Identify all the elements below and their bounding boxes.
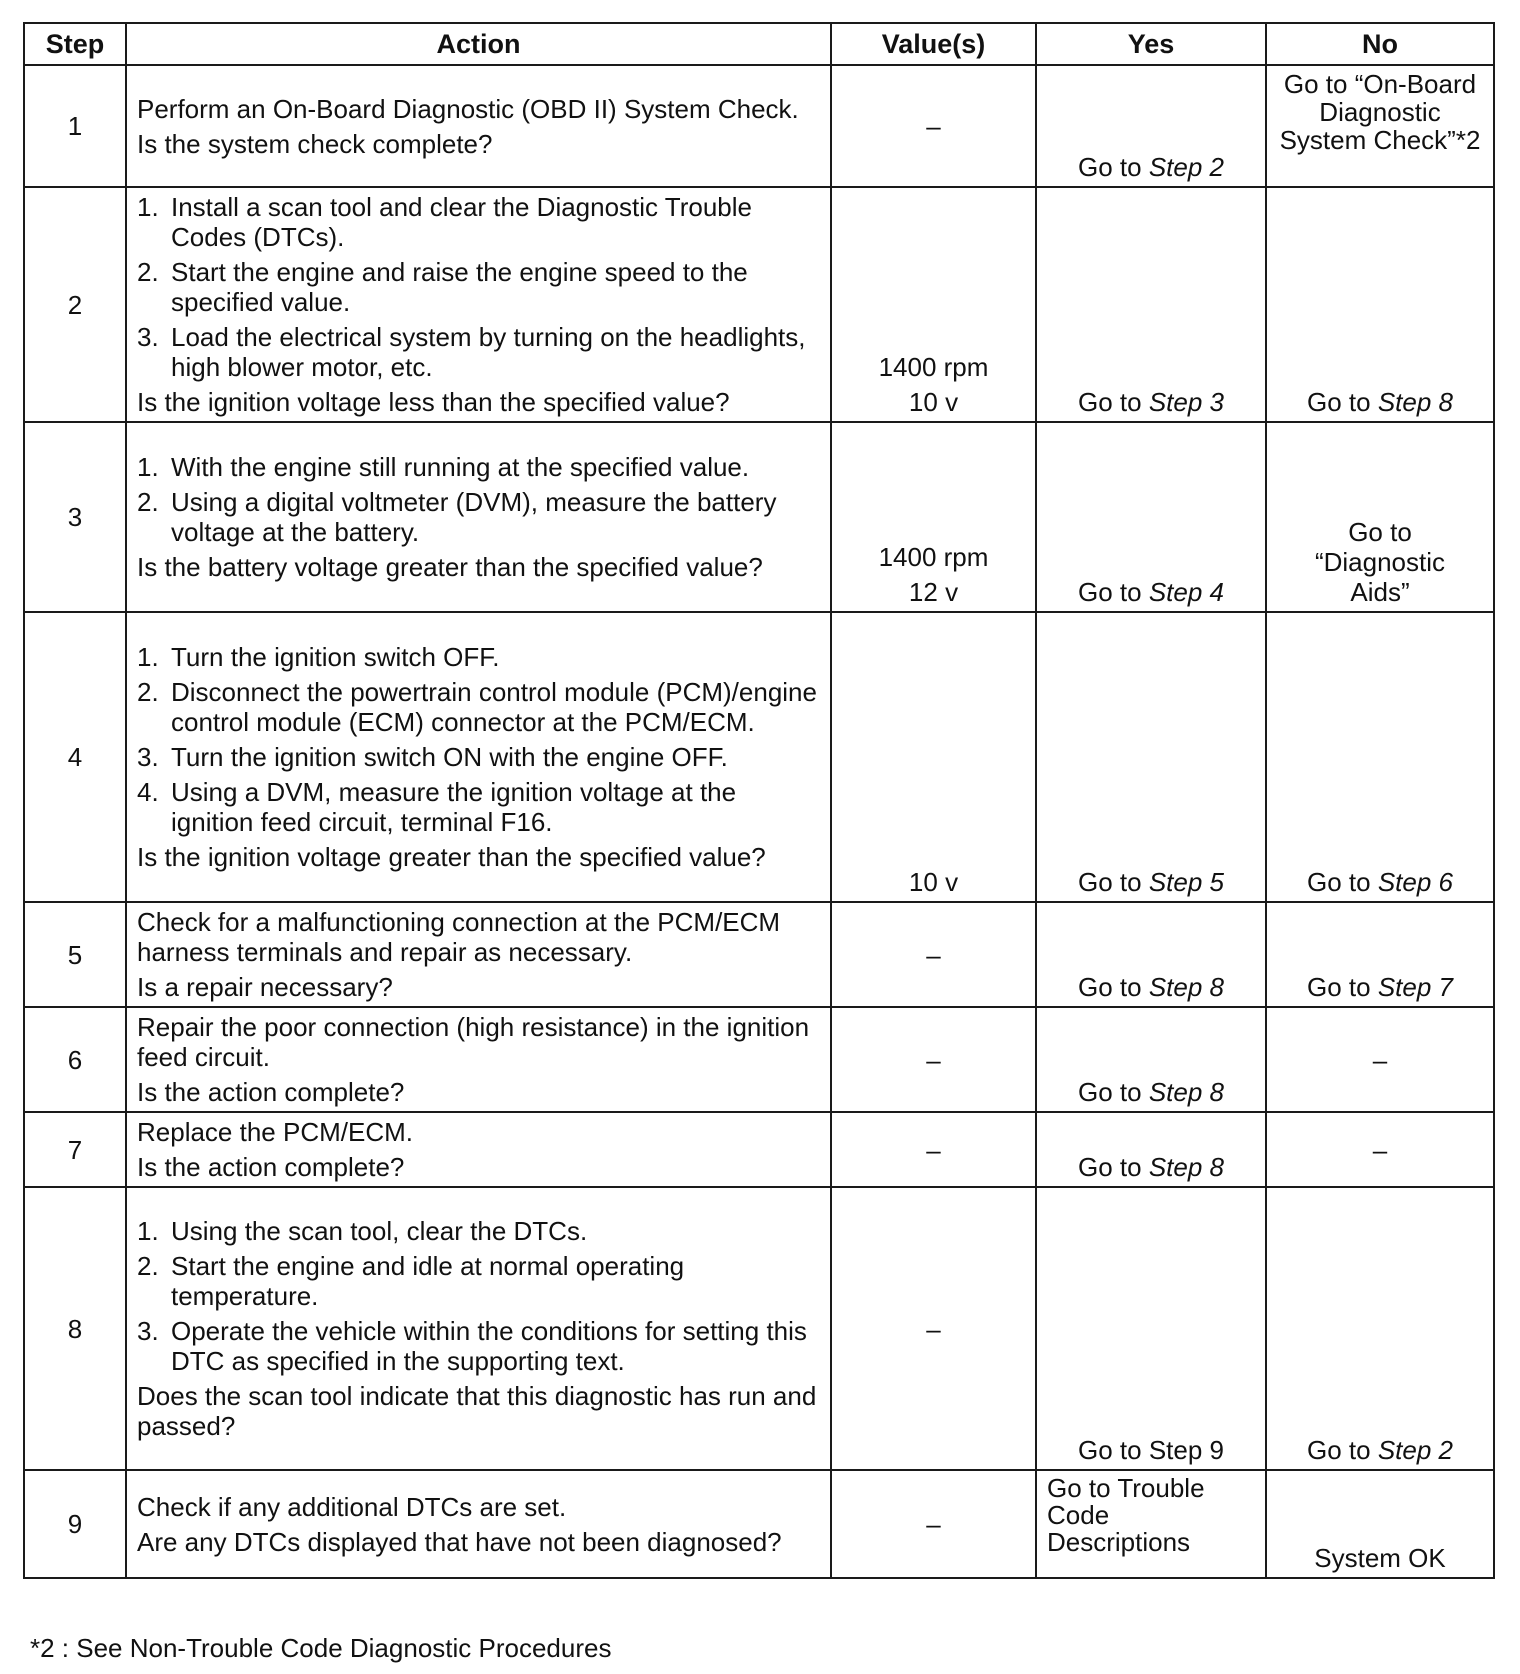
no-prefix: Go to — [1307, 387, 1378, 417]
action-question: Is the action complete? — [137, 1077, 405, 1107]
value-cell — [831, 422, 1036, 612]
yes-cell — [1036, 1007, 1266, 1112]
item-number: 2. — [137, 487, 159, 517]
yes-target: Step 8 — [1148, 972, 1224, 1002]
action-item: 1. With the engine still running at the specified value. — [137, 452, 750, 482]
table-row — [24, 65, 1494, 187]
no-cell — [1266, 422, 1494, 612]
no-prefix: Go to — [1307, 972, 1378, 1002]
yes-cell — [1036, 1187, 1266, 1470]
yes-prefix: Go to — [1078, 577, 1149, 607]
item-number: 1. — [137, 642, 159, 672]
no-text: Go to “Diagnostic Aids” — [1314, 517, 1446, 607]
value-line: – — [926, 1134, 941, 1165]
yes-prefix: Go to — [1078, 972, 1149, 1002]
step-number: 7 — [24, 1112, 126, 1187]
item-number: 3. — [137, 1316, 159, 1346]
yes-prefix: Go to — [1078, 152, 1149, 182]
yes-cell — [1036, 1470, 1266, 1578]
no-text: System OK — [1314, 1543, 1446, 1573]
step-number: 6 — [24, 1007, 126, 1112]
table-row — [24, 422, 1494, 612]
header-action: Action — [126, 23, 831, 65]
no-cell — [1266, 1112, 1494, 1187]
table-row — [24, 187, 1494, 422]
no-text: – — [1372, 1134, 1388, 1165]
action-question: Is the ignition voltage less than the specified value? — [137, 387, 730, 417]
action-cell — [126, 902, 831, 1007]
value-line: – — [926, 1044, 941, 1075]
step-number: 5 — [24, 902, 126, 1007]
no-target: Step 7 — [1377, 972, 1453, 1002]
no-cell — [1266, 1007, 1494, 1112]
value-cell — [831, 187, 1036, 422]
no-cell — [1266, 65, 1494, 187]
action-intro: Replace the PCM/ECM. — [137, 1117, 413, 1147]
no-cell — [1266, 902, 1494, 1007]
header-row — [24, 23, 1494, 65]
value-line: – — [926, 111, 941, 141]
action-cell — [126, 65, 831, 187]
header-no: No — [1266, 23, 1494, 65]
value-line: 1400 rpm — [878, 542, 989, 572]
value-line: – — [926, 939, 941, 970]
item-number: 2. — [137, 257, 159, 287]
yes-target: Step 3 — [1148, 387, 1224, 417]
step-number: 2 — [24, 187, 126, 422]
footnote: *2 : See Non-Trouble Code Diagnostic Procedures — [30, 1633, 612, 1663]
step-number: 4 — [24, 612, 126, 902]
action-intro: Repair the poor connection (high resistance) in the ignition feed circuit. — [137, 1012, 810, 1072]
yes-cell — [1036, 187, 1266, 422]
yes-target: Step 8 — [1148, 1077, 1224, 1107]
action-question: Is the system check complete? — [137, 128, 493, 159]
value-line: 10 v — [908, 867, 959, 897]
action-item: 4. Using a DVM, measure the ignition voltage at the ignition feed circuit, terminal F16. — [137, 777, 737, 837]
action-cell — [126, 422, 831, 612]
action-item: 2. Disconnect the powertrain control module (PCM)/engine control module (ECM) connector at the PCM/ECM. — [137, 677, 817, 737]
yes-cell — [1036, 65, 1266, 187]
action-intro: Check for a malfunctioning connection at the PCM/ECM harness terminals and repair as necessary. — [137, 907, 781, 967]
table-row — [24, 1187, 1494, 1470]
action-question: Is the action complete? — [137, 1152, 405, 1182]
no-prefix: Go to — [1307, 867, 1378, 897]
value-line: 1400 rpm — [878, 352, 989, 382]
header-step: Step — [24, 23, 126, 65]
action-question: Does the scan tool indicate that this diagnostic has run and passed? — [137, 1381, 817, 1441]
no-prefix: Go to — [1307, 1435, 1378, 1465]
action-question: Is the battery voltage greater than the specified value? — [137, 552, 763, 582]
yes-target: Step 4 — [1148, 577, 1224, 607]
value-cell — [831, 65, 1036, 187]
item-number: 3. — [137, 742, 159, 772]
action-item: 1. Using the scan tool, clear the DTCs. — [137, 1216, 588, 1246]
action-intro: Check if any additional DTCs are set. — [137, 1491, 567, 1522]
action-cell — [126, 187, 831, 422]
value-cell — [831, 612, 1036, 902]
action-question: Are any DTCs displayed that have not been diagnosed? — [137, 1526, 782, 1557]
yes-target: Step 5 — [1148, 867, 1224, 897]
action-cell — [126, 1007, 831, 1112]
yes-text: Go to Step 9 — [1078, 1435, 1224, 1465]
action-cell — [126, 612, 831, 902]
yes-cell — [1036, 612, 1266, 902]
yes-text: Go to Trouble Code Descriptions — [1047, 1473, 1205, 1557]
item-number: 1. — [137, 452, 159, 482]
value-cell — [831, 1470, 1036, 1578]
yes-prefix: Go to — [1078, 387, 1149, 417]
action-intro: Perform an On-Board Diagnostic (OBD II) System Check. — [137, 93, 799, 124]
header-values: Value(s) — [831, 23, 1036, 65]
value-line: 12 v — [908, 577, 959, 607]
action-item: 3. Turn the ignition switch ON with the engine OFF. — [137, 742, 728, 772]
action-question: Is a repair necessary? — [137, 972, 393, 1002]
yes-cell — [1036, 1112, 1266, 1187]
value-line: – — [926, 1313, 941, 1344]
diagnostic-table — [23, 22, 1495, 1579]
action-cell — [126, 1112, 831, 1187]
value-cell — [831, 1007, 1036, 1112]
no-text: – — [1372, 1044, 1388, 1075]
item-number: 1. — [137, 192, 159, 222]
value-line: 10 v — [908, 387, 959, 417]
table-row — [24, 1112, 1494, 1187]
no-cell — [1266, 612, 1494, 902]
table-row — [24, 902, 1494, 1007]
action-item: 1. Install a scan tool and clear the Diagnostic Trouble Codes (DTCs). — [137, 192, 753, 252]
yes-prefix: Go to — [1078, 1152, 1149, 1182]
action-item: 2. Start the engine and raise the engine speed to the specified value. — [137, 257, 748, 317]
item-number: 1. — [137, 1216, 159, 1246]
item-number: 2. — [137, 1251, 159, 1281]
no-cell — [1266, 187, 1494, 422]
value-cell — [831, 1187, 1036, 1470]
step-number: 1 — [24, 65, 126, 187]
yes-target: Step 2 — [1148, 152, 1224, 182]
no-cell — [1266, 1470, 1494, 1578]
action-cell — [126, 1187, 831, 1470]
action-cell — [126, 1470, 831, 1578]
action-item: 2. Start the engine and idle at normal operating temperature. — [137, 1251, 685, 1311]
step-number: 9 — [24, 1470, 126, 1578]
value-line: – — [926, 1509, 941, 1539]
yes-target: Step 8 — [1148, 1152, 1224, 1182]
item-number: 2. — [137, 677, 159, 707]
no-cell — [1266, 1187, 1494, 1470]
item-number: 3. — [137, 322, 159, 352]
table-row — [24, 1007, 1494, 1112]
step-number: 8 — [24, 1187, 126, 1470]
yes-prefix: Go to — [1078, 867, 1149, 897]
no-target: Step 2 — [1377, 1435, 1453, 1465]
table-row — [24, 612, 1494, 902]
no-target: Step 8 — [1377, 387, 1453, 417]
action-item: 3. Load the electrical system by turning on the headlights, high blower motor, etc. — [137, 322, 806, 382]
item-number: 4. — [137, 777, 159, 807]
yes-prefix: Go to — [1078, 1077, 1149, 1107]
no-text: Go to “On-Board Diagnostic System Check”*2 — [1279, 69, 1481, 155]
header-yes: Yes — [1036, 23, 1266, 65]
action-question: Is the ignition voltage greater than the specified value? — [137, 842, 766, 872]
step-number: 3 — [24, 422, 126, 612]
table-row — [24, 1470, 1494, 1578]
action-item: 3. Operate the vehicle within the conditions for setting this DTC as specified in the supporting text. — [137, 1316, 807, 1376]
yes-cell — [1036, 422, 1266, 612]
value-cell — [831, 1112, 1036, 1187]
action-item: 1. Turn the ignition switch OFF. — [137, 642, 500, 672]
action-item: 2. Using a digital voltmeter (DVM), measure the battery voltage at the battery. — [137, 487, 777, 547]
value-cell — [831, 902, 1036, 1007]
no-target: Step 6 — [1377, 867, 1453, 897]
yes-cell — [1036, 902, 1266, 1007]
